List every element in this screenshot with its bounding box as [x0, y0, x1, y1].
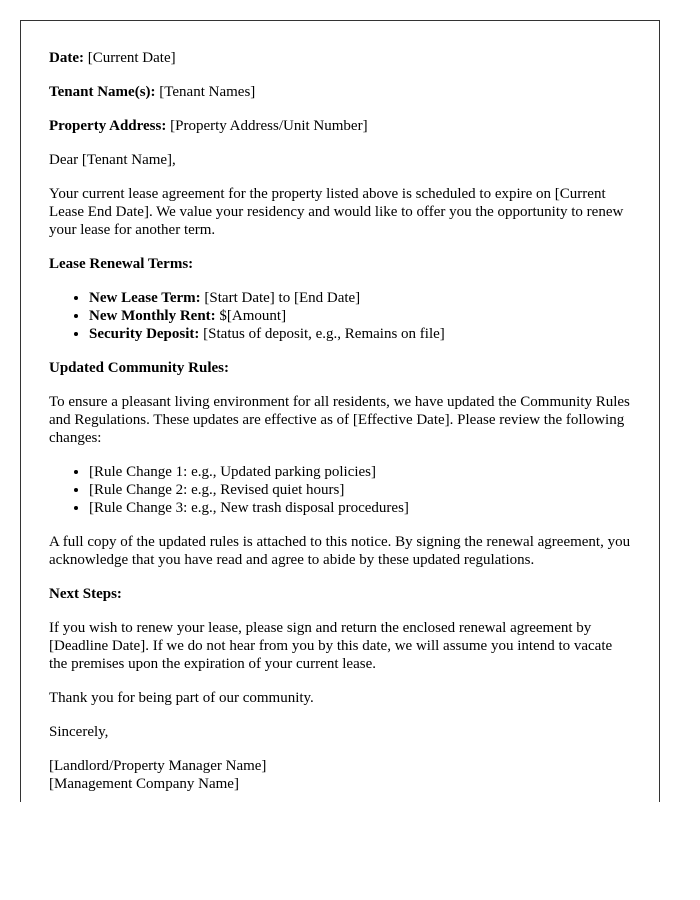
- renewal-term-value: [Start Date] to [End Date]: [200, 290, 361, 306]
- renewal-term-label: New Monthly Rent:: [89, 308, 216, 324]
- date-value: [Current Date]: [83, 50, 176, 66]
- intro-paragraph: Your current lease agreement for the property listed above is scheduled to expire on [Current Lease End Date]. We value your residency and would like to offer you the opportunity to renew your lease for another term.: [49, 186, 624, 238]
- thanks-line: Thank you for being part of our community.: [49, 690, 314, 706]
- tenant-line: [49, 83, 631, 101]
- renewal-terms-list: [49, 289, 631, 343]
- rules-intro-paragraph: To ensure a pleasant living environment for all residents, we have updated the Community Rules and Regulations. These updates are effective as of [Effective Date]. Please review the following changes:: [49, 394, 630, 446]
- rule-change-item: • [Rule Change 3: e.g., New trash disposal procedures]: [89, 499, 631, 517]
- renewal-term-label: New Lease Term:: [89, 290, 201, 306]
- rule-change-item: • [Rule Change 1: e.g., Updated parking policies]: [89, 463, 631, 481]
- renewal-heading: Lease Renewal Terms:: [49, 256, 194, 272]
- renewal-term-item: [89, 307, 631, 325]
- next-steps-paragraph: If you wish to renew your lease, please sign and return the enclosed renewal agreement by [Deadline Date]. If we do not hear from you by this date, we will assume you intend to vacate the premises upon the expiration of your current lease.: [49, 620, 613, 672]
- rule-change-item: • [Rule Change 2: e.g., Revised quiet hours]: [89, 481, 631, 499]
- closing-line: Sincerely,: [49, 724, 109, 740]
- renewal-term-item: [89, 289, 631, 307]
- salutation: Dear [Tenant Name],: [49, 152, 176, 168]
- rules-note-paragraph: A full copy of the updated rules is attached to this notice. By signing the renewal agreement, you acknowledge that you have read and agree to abide by these updated regulations.: [49, 534, 631, 568]
- tenant-label: Tenant Name(s):: [49, 84, 156, 100]
- rules-heading: Updated Community Rules:: [49, 360, 230, 376]
- signature-company: [Management Company Name]: [49, 776, 239, 792]
- renewal-term-item: [89, 325, 631, 343]
- address-value: [Property Address/Unit Number]: [166, 118, 368, 134]
- date-label: Date:: [49, 50, 84, 66]
- rule-changes-list: [49, 463, 631, 517]
- letter-content: [21, 21, 659, 793]
- next-steps-heading: Next Steps:: [49, 586, 122, 602]
- address-line: [49, 117, 631, 135]
- address-label: Property Address:: [49, 118, 167, 134]
- renewal-term-value: [Status of deposit, e.g., Remains on file]: [199, 326, 445, 342]
- renewal-term-value: $[Amount]: [215, 308, 287, 324]
- signature-name: [Landlord/Property Manager Name]: [49, 758, 267, 774]
- renewal-term-label: Security Deposit:: [89, 326, 200, 342]
- tenant-value: [Tenant Names]: [155, 84, 256, 100]
- signature-block: [49, 757, 631, 793]
- letter-page: [20, 20, 660, 802]
- date-line: [49, 49, 631, 67]
